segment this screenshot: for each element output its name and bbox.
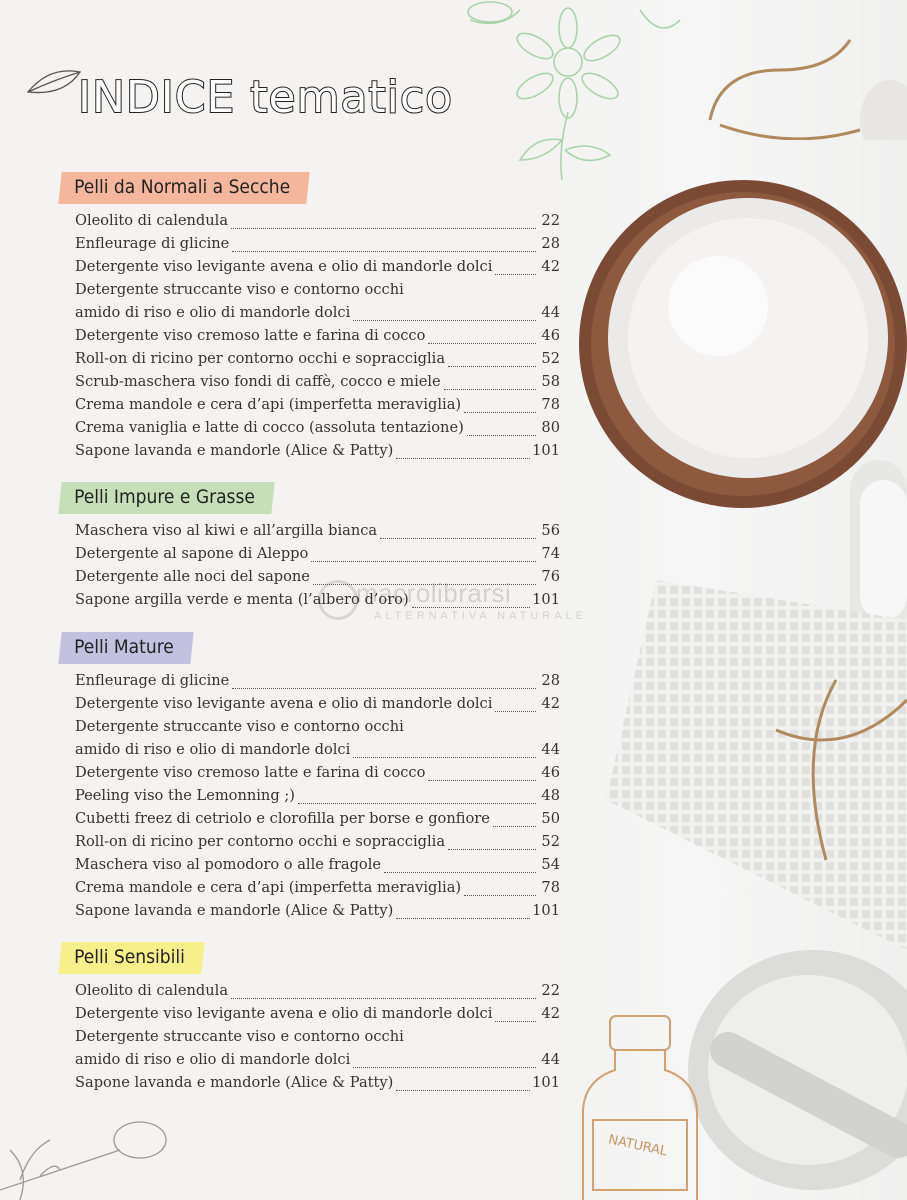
entry-list xyxy=(60,212,560,465)
entry-page-number: 58 xyxy=(541,373,560,390)
toc-entry xyxy=(75,545,560,568)
entry-page-number: 52 xyxy=(541,833,560,850)
dot-leader xyxy=(231,998,536,999)
toc-entry xyxy=(75,304,560,327)
entry-title: Oleolito di calendula xyxy=(75,212,229,229)
entry-list xyxy=(60,522,560,614)
dot-leader xyxy=(313,584,536,585)
entry-title: Enfleurage di glicine xyxy=(75,235,230,252)
herb-illustration xyxy=(0,1110,200,1200)
dot-leader xyxy=(384,872,536,873)
dot-leader xyxy=(495,1021,536,1022)
page-title: INDICE tematico xyxy=(78,72,453,123)
entry-title: amido di riso e olio di mandorle dolci xyxy=(75,741,351,758)
entry-page-number: 46 xyxy=(541,764,560,781)
dot-leader xyxy=(380,538,536,539)
dot-leader xyxy=(231,228,536,229)
entry-page-number: 101 xyxy=(532,591,560,608)
dot-leader xyxy=(464,412,536,413)
toc-entry xyxy=(75,672,560,695)
entry-title: Crema mandole e cera d’api (imperfetta meraviglia) xyxy=(75,396,462,413)
dot-leader xyxy=(396,1090,530,1091)
dot-leader xyxy=(396,918,530,919)
toc-entry xyxy=(75,373,560,396)
toc-entry xyxy=(75,327,560,350)
entry-title: Detergente viso cremoso latte e farina di cocco xyxy=(75,327,426,344)
toc-entry xyxy=(75,1005,560,1028)
dot-leader xyxy=(311,561,536,562)
entry-title: amido di riso e olio di mandorle dolci xyxy=(75,304,351,321)
entry-title: Sapone argilla verde e menta (l’albero d’oro) xyxy=(75,591,409,608)
mortar-image xyxy=(688,940,907,1200)
entry-title: Detergente viso levigante avena e olio di mandorle dolci xyxy=(75,258,493,275)
entry-title: Roll-on di ricino per contorno occhi e sopracciglia xyxy=(75,833,446,850)
entry-page-number: 28 xyxy=(541,672,560,689)
section-heading: Pelli Mature xyxy=(58,632,193,664)
toc-entry xyxy=(75,442,560,465)
entry-page-number: 56 xyxy=(541,522,560,539)
toc-entry xyxy=(75,1074,560,1097)
entry-page-number: 42 xyxy=(541,258,560,275)
entry-title: Crema vaniglia e latte di cocco (assoluta tentazione) xyxy=(75,419,464,436)
entry-page-number: 52 xyxy=(541,350,560,367)
entry-title: Detergente viso levigante avena e olio di mandorle dolci xyxy=(75,695,493,712)
section-impure-grasse xyxy=(60,482,560,614)
toc-entry xyxy=(75,982,560,1005)
entry-title: Detergente alle noci del sapone xyxy=(75,568,310,585)
entry-page-number: 54 xyxy=(541,856,560,873)
entry-title: Sapone lavanda e mandorle (Alice & Patty) xyxy=(75,1074,394,1091)
dot-leader xyxy=(464,895,536,896)
towel-image xyxy=(596,560,907,950)
toc-entry xyxy=(75,212,560,235)
entry-title: Detergente struccante viso e contorno occhi xyxy=(75,1028,404,1045)
toc-entry xyxy=(75,568,560,591)
toc-entry xyxy=(75,350,560,373)
entry-page-number: 44 xyxy=(541,304,560,321)
twine-illustration xyxy=(700,30,907,140)
dot-leader xyxy=(428,780,536,781)
entry-list xyxy=(60,672,560,925)
entry-title: Roll-on di ricino per contorno occhi e sopracciglia xyxy=(75,350,446,367)
toc-entry xyxy=(75,1028,560,1051)
toc-entry xyxy=(75,281,560,304)
entry-title: Detergente struccante viso e contorno occhi xyxy=(75,281,404,298)
toc-entry xyxy=(75,591,560,614)
toc-entry xyxy=(75,695,560,718)
section-mature xyxy=(60,632,560,925)
entry-page-number: 101 xyxy=(532,442,560,459)
toc-entry xyxy=(75,764,560,787)
entry-title: Maschera viso al pomodoro o alle fragole xyxy=(75,856,382,873)
toc-entry xyxy=(75,833,560,856)
dot-leader xyxy=(412,607,530,608)
dot-leader xyxy=(493,826,536,827)
dot-leader xyxy=(232,251,536,252)
dot-leader xyxy=(495,711,536,712)
entry-page-number: 80 xyxy=(541,419,560,436)
entry-title: Enfleurage di glicine xyxy=(75,672,230,689)
entry-title: amido di riso e olio di mandorle dolci xyxy=(75,1051,351,1068)
bottle-label: NATURAL xyxy=(606,1132,669,1160)
toc-entry xyxy=(75,741,560,764)
entry-title: Detergente al sapone di Aleppo xyxy=(75,545,309,562)
dot-leader xyxy=(353,757,536,758)
toc-entry xyxy=(75,718,560,741)
dot-leader xyxy=(428,343,536,344)
dot-leader xyxy=(448,849,536,850)
toc-entry xyxy=(75,419,560,442)
entry-page-number: 76 xyxy=(541,568,560,585)
entry-title: Scrub-maschera viso fondi di caffè, cocco e miele xyxy=(75,373,441,390)
entry-page-number: 46 xyxy=(541,327,560,344)
entry-page-number: 78 xyxy=(541,879,560,896)
leaf-illustration xyxy=(24,62,84,102)
toc-entry xyxy=(75,258,560,281)
toc-entry xyxy=(75,235,560,258)
entry-page-number: 101 xyxy=(532,1074,560,1091)
dot-leader xyxy=(396,458,530,459)
toc-entry xyxy=(75,810,560,833)
entry-page-number: 28 xyxy=(541,235,560,252)
watermark-brand: macrolibrarsi xyxy=(356,578,512,608)
dot-leader xyxy=(353,1067,536,1068)
flower-illustration xyxy=(440,0,700,180)
entry-page-number: 48 xyxy=(541,787,560,804)
entry-page-number: 44 xyxy=(541,741,560,758)
entry-title: Crema mandole e cera d’api (imperfetta meraviglia) xyxy=(75,879,462,896)
dot-leader xyxy=(444,389,536,390)
toc-entry xyxy=(75,1051,560,1074)
section-heading: Pelli Impure e Grasse xyxy=(58,482,274,514)
entry-page-number: 78 xyxy=(541,396,560,413)
entry-page-number: 42 xyxy=(541,695,560,712)
section-heading: Pelli da Normali a Secche xyxy=(58,172,309,204)
entry-title: Oleolito di calendula xyxy=(75,982,229,999)
toc-entry xyxy=(75,902,560,925)
dot-leader xyxy=(353,320,536,321)
entry-page-number: 42 xyxy=(541,1005,560,1022)
toc-entry xyxy=(75,856,560,879)
entry-title: Sapone lavanda e mandorle (Alice & Patty) xyxy=(75,442,394,459)
section-normali-secche xyxy=(60,172,560,465)
entry-title: Peeling viso the Lemonning ;) xyxy=(75,787,295,804)
entry-title: Maschera viso al kiwi e all’argilla bianca xyxy=(75,522,378,539)
toc-entry xyxy=(75,879,560,902)
bottle-illustration xyxy=(565,1010,705,1200)
dot-leader xyxy=(298,803,536,804)
dot-leader xyxy=(448,366,536,367)
entry-page-number: 50 xyxy=(541,810,560,827)
section-sensibili xyxy=(60,942,560,1097)
entry-page-number: 101 xyxy=(532,902,560,919)
toc-entry xyxy=(75,396,560,419)
entry-page-number: 22 xyxy=(541,212,560,229)
entry-title: Sapone lavanda e mandorle (Alice & Patty) xyxy=(75,902,394,919)
watermark-tagline: ALTERNATIVA NATURALE xyxy=(374,610,588,622)
entry-page-number: 44 xyxy=(541,1051,560,1068)
entry-page-number: 22 xyxy=(541,982,560,999)
toc-entry xyxy=(75,787,560,810)
dot-leader xyxy=(232,688,536,689)
entry-page-number: 74 xyxy=(541,545,560,562)
entry-title: Cubetti freez di cetriolo e clorofilla per borse e gonfiore xyxy=(75,810,490,827)
section-heading: Pelli Sensibili xyxy=(58,942,204,974)
entry-title: Detergente viso cremoso latte e farina di cocco xyxy=(75,764,426,781)
entry-title: Detergente viso levigante avena e olio di mandorle dolci xyxy=(75,1005,493,1022)
entry-list xyxy=(60,982,560,1097)
toc-entry xyxy=(75,522,560,545)
dot-leader xyxy=(495,274,536,275)
entry-title: Detergente struccante viso e contorno occhi xyxy=(75,718,404,735)
dot-leader xyxy=(467,435,536,436)
